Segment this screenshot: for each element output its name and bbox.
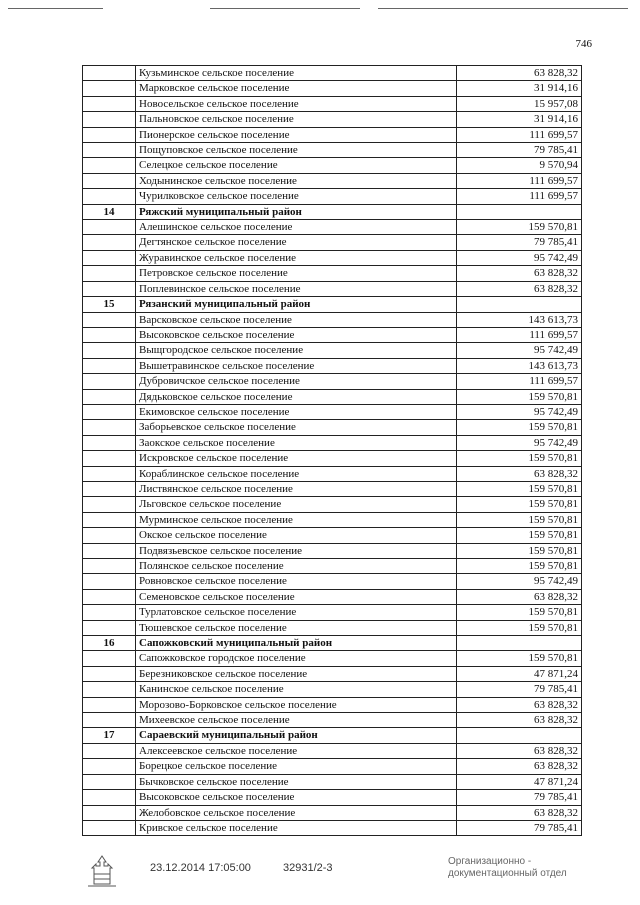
row-name: Листвянское сельское поселение <box>136 481 457 496</box>
row-name: Рязанский муниципальный район <box>136 297 457 312</box>
row-name: Сапожковское городское поселение <box>136 651 457 666</box>
table-row <box>83 266 582 281</box>
row-name: Полянское сельское поселение <box>136 559 457 574</box>
row-name: Ходынинское сельское поселение <box>136 173 457 188</box>
row-amount: 159 570,81 <box>457 481 582 496</box>
row-number <box>83 574 136 589</box>
row-number <box>83 774 136 789</box>
row-amount: 143 613,73 <box>457 358 582 373</box>
row-number <box>83 220 136 235</box>
row-amount: 63 828,32 <box>457 697 582 712</box>
row-number <box>83 250 136 265</box>
table-row <box>83 543 582 558</box>
top-rule-right <box>378 8 628 9</box>
row-number <box>83 666 136 681</box>
row-name: Семеновское сельское поселение <box>136 589 457 604</box>
row-name: Алексеевское сельское поселение <box>136 743 457 758</box>
table-row <box>83 112 582 127</box>
row-name: Березниковское сельское поселение <box>136 666 457 681</box>
row-name: Подвязьевское сельское поселение <box>136 543 457 558</box>
table-row <box>83 312 582 327</box>
table-row <box>83 651 582 666</box>
row-name: Екимовское сельское поселение <box>136 404 457 419</box>
top-rule-left <box>8 8 103 9</box>
table-row <box>83 497 582 512</box>
row-amount: 111 699,57 <box>457 127 582 142</box>
stamp-org-line2: документационный отдел <box>448 868 567 879</box>
row-number: 14 <box>83 204 136 219</box>
row-number: 15 <box>83 297 136 312</box>
row-number <box>83 543 136 558</box>
table-row <box>83 528 582 543</box>
row-amount: 31 914,16 <box>457 81 582 96</box>
row-amount: 31 914,16 <box>457 112 582 127</box>
row-name: Высоковское сельское поселение <box>136 790 457 805</box>
district-row <box>83 204 582 219</box>
district-row <box>83 636 582 651</box>
row-amount: 111 699,57 <box>457 173 582 188</box>
stamp-organization <box>448 856 567 880</box>
row-amount: 159 570,81 <box>457 528 582 543</box>
row-number <box>83 682 136 697</box>
table-row <box>83 420 582 435</box>
row-amount: 159 570,81 <box>457 451 582 466</box>
row-number <box>83 404 136 419</box>
table-row <box>83 451 582 466</box>
row-name: Пощуповское сельское поселение <box>136 143 457 158</box>
row-number <box>83 451 136 466</box>
row-number <box>83 420 136 435</box>
row-number <box>83 651 136 666</box>
row-number: 16 <box>83 636 136 651</box>
table-row <box>83 605 582 620</box>
table-row <box>83 682 582 697</box>
row-amount: 159 570,81 <box>457 559 582 574</box>
table-row <box>83 374 582 389</box>
table-row <box>83 235 582 250</box>
row-amount: 63 828,32 <box>457 805 582 820</box>
row-name: Михеевское сельское поселение <box>136 713 457 728</box>
table-row <box>83 713 582 728</box>
row-number <box>83 435 136 450</box>
row-number <box>83 358 136 373</box>
row-number <box>83 620 136 635</box>
row-number <box>83 112 136 127</box>
table-row <box>83 66 582 81</box>
table-row <box>83 774 582 789</box>
row-amount: 9 570,94 <box>457 158 582 173</box>
row-number <box>83 497 136 512</box>
row-amount: 79 785,41 <box>457 790 582 805</box>
table-row <box>83 589 582 604</box>
row-number <box>83 528 136 543</box>
table-row <box>83 281 582 296</box>
table-row <box>83 574 582 589</box>
row-number <box>83 759 136 774</box>
stamp-org-line1: Организационно - <box>448 856 532 867</box>
row-number <box>83 589 136 604</box>
row-amount <box>457 204 582 219</box>
table-row <box>83 81 582 96</box>
table-row <box>83 481 582 496</box>
table-row <box>83 358 582 373</box>
table-row <box>83 158 582 173</box>
row-name: Бычковское сельское поселение <box>136 774 457 789</box>
row-amount: 111 699,57 <box>457 189 582 204</box>
table-row <box>83 790 582 805</box>
row-amount: 159 570,81 <box>457 620 582 635</box>
row-name: Сараевский муниципальный район <box>136 728 457 743</box>
row-name: Турлатовское сельское поселение <box>136 605 457 620</box>
row-amount: 63 828,32 <box>457 266 582 281</box>
coat-of-arms-icon <box>84 854 120 888</box>
row-number <box>83 605 136 620</box>
row-amount: 63 828,32 <box>457 743 582 758</box>
row-name: Кораблинское сельское поселение <box>136 466 457 481</box>
row-amount: 63 828,32 <box>457 713 582 728</box>
row-name: Марковское сельское поселение <box>136 81 457 96</box>
footer-stamp <box>0 856 640 902</box>
row-number <box>83 143 136 158</box>
table-row <box>83 250 582 265</box>
district-row <box>83 297 582 312</box>
row-amount <box>457 728 582 743</box>
settlements-table-body <box>83 66 582 836</box>
table-row <box>83 805 582 820</box>
row-name: Заокское сельское поселение <box>136 435 457 450</box>
table-row <box>83 343 582 358</box>
row-number <box>83 466 136 481</box>
row-number <box>83 266 136 281</box>
row-number <box>83 343 136 358</box>
table-row <box>83 697 582 712</box>
row-number <box>83 96 136 111</box>
row-name: Борецкое сельское поселение <box>136 759 457 774</box>
row-amount: 79 785,41 <box>457 682 582 697</box>
table-row <box>83 404 582 419</box>
row-amount: 95 742,49 <box>457 343 582 358</box>
row-number <box>83 374 136 389</box>
row-name: Селецкое сельское поселение <box>136 158 457 173</box>
row-number <box>83 805 136 820</box>
row-amount: 159 570,81 <box>457 389 582 404</box>
row-number <box>83 173 136 188</box>
row-amount: 111 699,57 <box>457 327 582 342</box>
row-amount <box>457 636 582 651</box>
row-amount: 159 570,81 <box>457 605 582 620</box>
row-name: Пионерское сельское поселение <box>136 127 457 142</box>
row-number <box>83 66 136 81</box>
row-amount: 63 828,32 <box>457 589 582 604</box>
table-row <box>83 327 582 342</box>
row-amount: 63 828,32 <box>457 281 582 296</box>
table-row <box>83 389 582 404</box>
row-name: Ровновское сельское поселение <box>136 574 457 589</box>
row-number <box>83 327 136 342</box>
row-number <box>83 512 136 527</box>
table-row <box>83 759 582 774</box>
table-row <box>83 220 582 235</box>
row-number <box>83 281 136 296</box>
row-amount: 79 785,41 <box>457 820 582 835</box>
row-amount: 47 871,24 <box>457 774 582 789</box>
table-row <box>83 512 582 527</box>
row-amount: 15 957,08 <box>457 96 582 111</box>
row-name: Пальновское сельское поселение <box>136 112 457 127</box>
row-amount: 95 742,49 <box>457 435 582 450</box>
row-name: Высоковское сельское поселение <box>136 327 457 342</box>
table-row <box>83 466 582 481</box>
row-amount: 159 570,81 <box>457 651 582 666</box>
row-number <box>83 743 136 758</box>
row-name: Варсковское сельское поселение <box>136 312 457 327</box>
row-number <box>83 312 136 327</box>
row-name: Дядьковское сельское поселение <box>136 389 457 404</box>
row-amount: 95 742,49 <box>457 404 582 419</box>
row-name: Кузьминское сельское поселение <box>136 66 457 81</box>
row-name: Журавинское сельское поселение <box>136 250 457 265</box>
table-row <box>83 743 582 758</box>
row-name: Мурминское сельское поселение <box>136 512 457 527</box>
row-number <box>83 713 136 728</box>
row-number <box>83 389 136 404</box>
row-number <box>83 235 136 250</box>
table-row <box>83 173 582 188</box>
row-name: Канинское сельское поселение <box>136 682 457 697</box>
row-name: Морозово-Борковское сельское поселение <box>136 697 457 712</box>
row-name: Новосельское сельское поселение <box>136 96 457 111</box>
row-name: Окское сельское поселение <box>136 528 457 543</box>
row-name: Кривское сельское поселение <box>136 820 457 835</box>
row-amount: 111 699,57 <box>457 374 582 389</box>
row-amount: 159 570,81 <box>457 420 582 435</box>
row-name: Тюшевское сельское поселение <box>136 620 457 635</box>
row-name: Дубровичское сельское поселение <box>136 374 457 389</box>
row-name: Выщгородское сельское поселение <box>136 343 457 358</box>
row-number <box>83 81 136 96</box>
table-row <box>83 143 582 158</box>
row-amount <box>457 297 582 312</box>
row-amount: 47 871,24 <box>457 666 582 681</box>
row-name: Вышетравинское сельское поселение <box>136 358 457 373</box>
table-row <box>83 127 582 142</box>
district-row <box>83 728 582 743</box>
row-name: Льговское сельское поселение <box>136 497 457 512</box>
row-name: Поплевинское сельское поселение <box>136 281 457 296</box>
row-number <box>83 820 136 835</box>
row-number <box>83 127 136 142</box>
row-number <box>83 697 136 712</box>
stamp-timestamp: 23.12.2014 17:05:00 <box>150 862 251 874</box>
row-amount: 159 570,81 <box>457 497 582 512</box>
row-name: Петровское сельское поселение <box>136 266 457 281</box>
settlements-table <box>82 65 582 836</box>
row-amount: 159 570,81 <box>457 512 582 527</box>
row-name: Дегтянское сельское поселение <box>136 235 457 250</box>
row-number <box>83 158 136 173</box>
page-number: 746 <box>575 38 592 50</box>
row-amount: 79 785,41 <box>457 143 582 158</box>
table-row <box>83 620 582 635</box>
row-name: Желобовское сельское поселение <box>136 805 457 820</box>
row-amount: 79 785,41 <box>457 235 582 250</box>
table-row <box>83 559 582 574</box>
row-name: Ряжский муниципальный район <box>136 204 457 219</box>
table-row <box>83 189 582 204</box>
row-amount: 63 828,32 <box>457 759 582 774</box>
row-amount: 143 613,73 <box>457 312 582 327</box>
row-name: Чурилковское сельское поселение <box>136 189 457 204</box>
row-name: Сапожковский муниципальный район <box>136 636 457 651</box>
stamp-doc-code: 32931/2-3 <box>283 862 333 874</box>
row-amount: 159 570,81 <box>457 220 582 235</box>
table-row <box>83 820 582 835</box>
table-row <box>83 96 582 111</box>
table-row <box>83 666 582 681</box>
row-amount: 63 828,32 <box>457 66 582 81</box>
top-rule-mid <box>210 8 360 9</box>
row-number <box>83 559 136 574</box>
row-name: Заборьевское сельское поселение <box>136 420 457 435</box>
row-amount: 63 828,32 <box>457 466 582 481</box>
row-amount: 95 742,49 <box>457 574 582 589</box>
row-amount: 159 570,81 <box>457 543 582 558</box>
row-number <box>83 790 136 805</box>
row-number: 17 <box>83 728 136 743</box>
row-number <box>83 189 136 204</box>
table-row <box>83 435 582 450</box>
row-name: Искровское сельское поселение <box>136 451 457 466</box>
row-number <box>83 481 136 496</box>
row-name: Алешинское сельское поселение <box>136 220 457 235</box>
row-amount: 95 742,49 <box>457 250 582 265</box>
